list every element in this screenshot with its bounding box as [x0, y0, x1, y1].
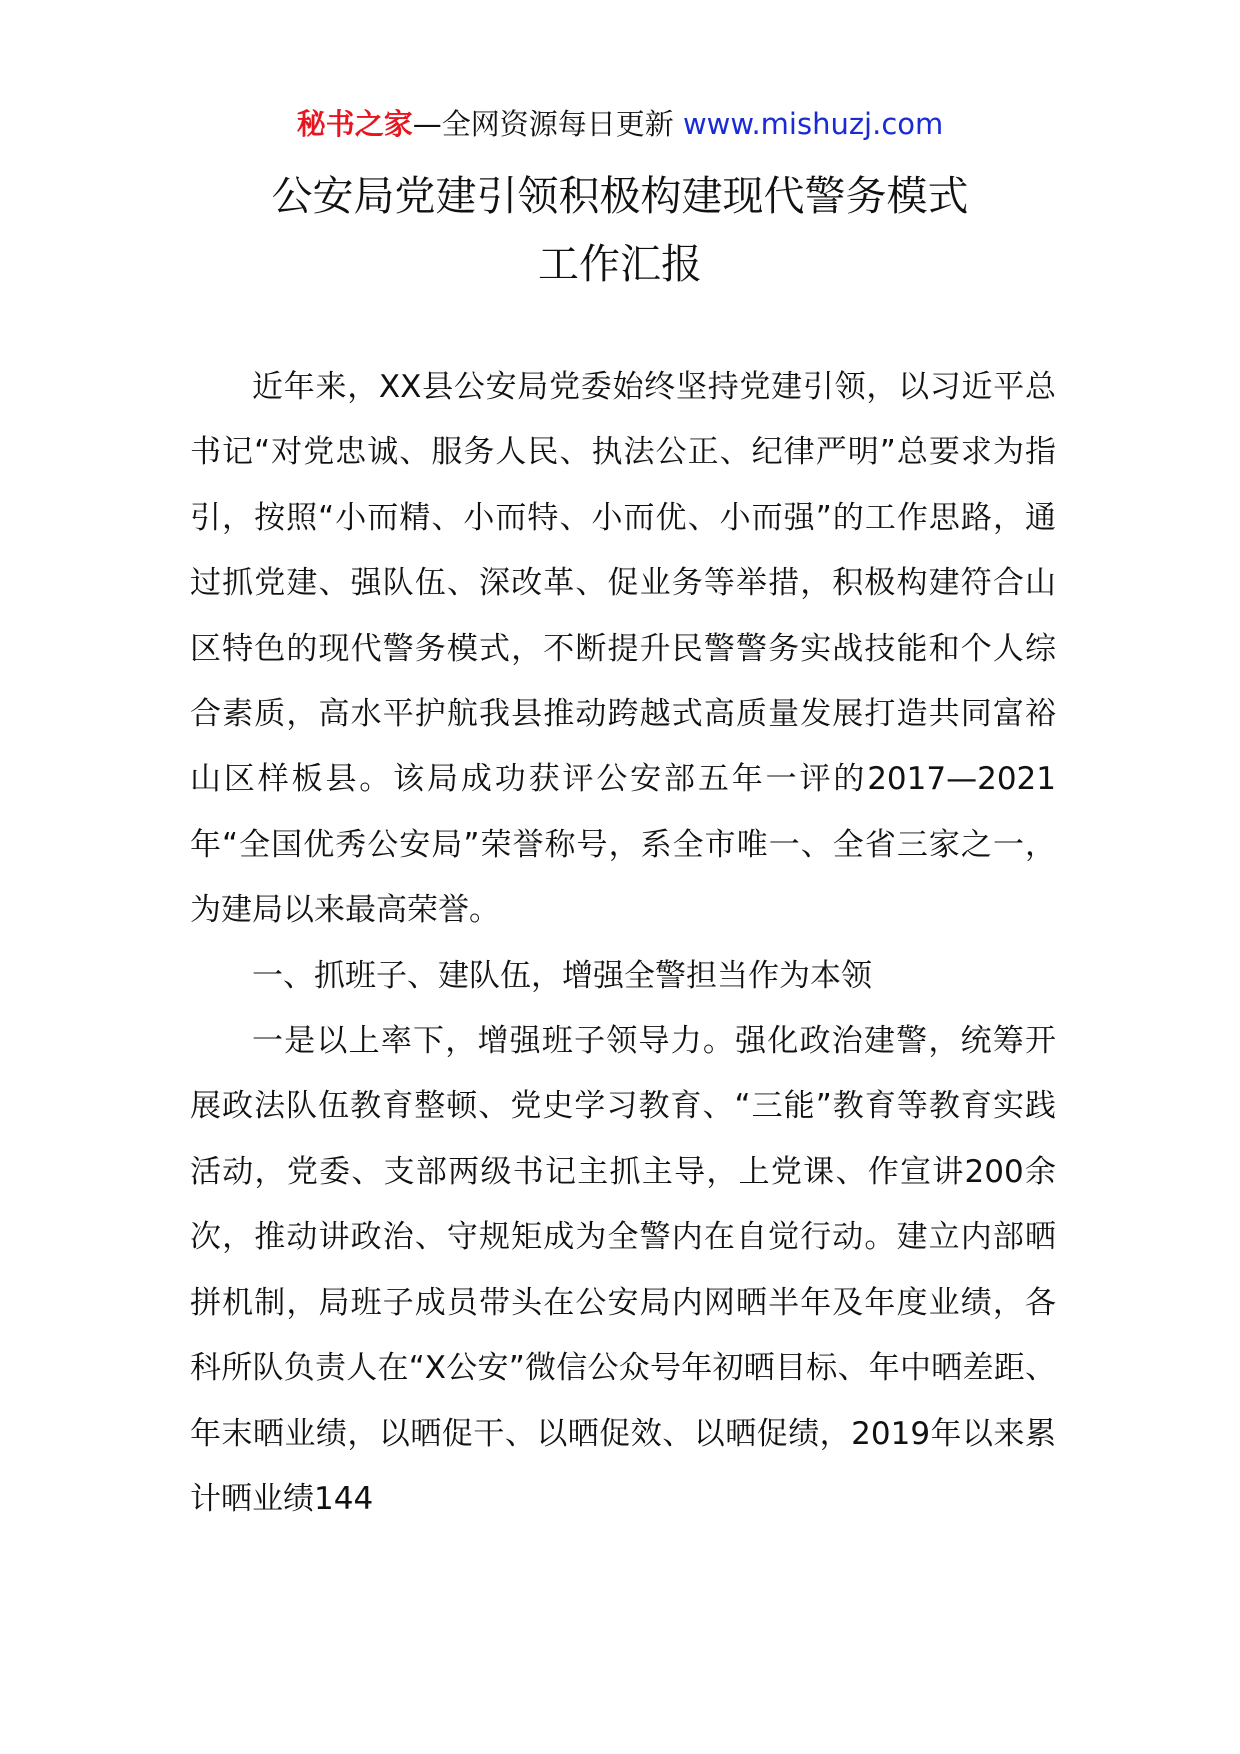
intro-paragraph: 近年来，XX县公安局党委始终坚持党建引领，以习近平总书记“对党忠诚、服务人民、执法公正、纪律严明”总要求为指引，按照“小而精、小而特、小而优、小而强”的工作思路，通过抓党建、强队伍、深改革、促业务等举措，积极构建符合山区特色的现代警务模式，不断提升民警警务实战技能和个人综合素质，高水平护航我县推动跨越式高质量发展打造共同富裕山区样板县。该局成功获评公安部五年一评的2017—2021年“全国优秀公安局”荣誉称号，系全市唯一、全省三家之一，为建局以来最高荣誉。: [190, 369, 1056, 929]
brand-name: 秘书之家: [296, 107, 413, 141]
document-title-line-2: 工作汇报: [538, 240, 702, 288]
body-paragraph-1: 一是以上率下，增强班子领导力。强化政治建警，统筹开展政法队伍教育整顿、党史学习教育、“三能”教育等教育实践活动，党委、支部两级书记主抓主导，上党课、作宣讲200余次，推动讲政治、守规矩成为全警内在自觉行动。建立内部晒拼机制，局班子成员带头在公安局内网晒半年及年度业绩，各科所队负责人在“X公安”微信公众号年初晒目标、年中晒差距、年末晒业绩，以晒促干、以晒促效、以晒促绩，2019年以来累计晒业绩144: [190, 1023, 1056, 1517]
document-title: [0, 162, 1240, 298]
site-header-banner: [0, 104, 1240, 144]
site-url-link[interactable]: www.mishuzj.com: [682, 107, 944, 141]
document-body: [190, 355, 1056, 1532]
section-heading-1: 一、抓班子、建队伍，增强全警担当作为本领: [252, 957, 872, 994]
header-tagline: —全网资源每日更新: [412, 107, 683, 141]
document-title-line-1: 公安局党建引领积极构建现代警务模式: [271, 172, 969, 220]
